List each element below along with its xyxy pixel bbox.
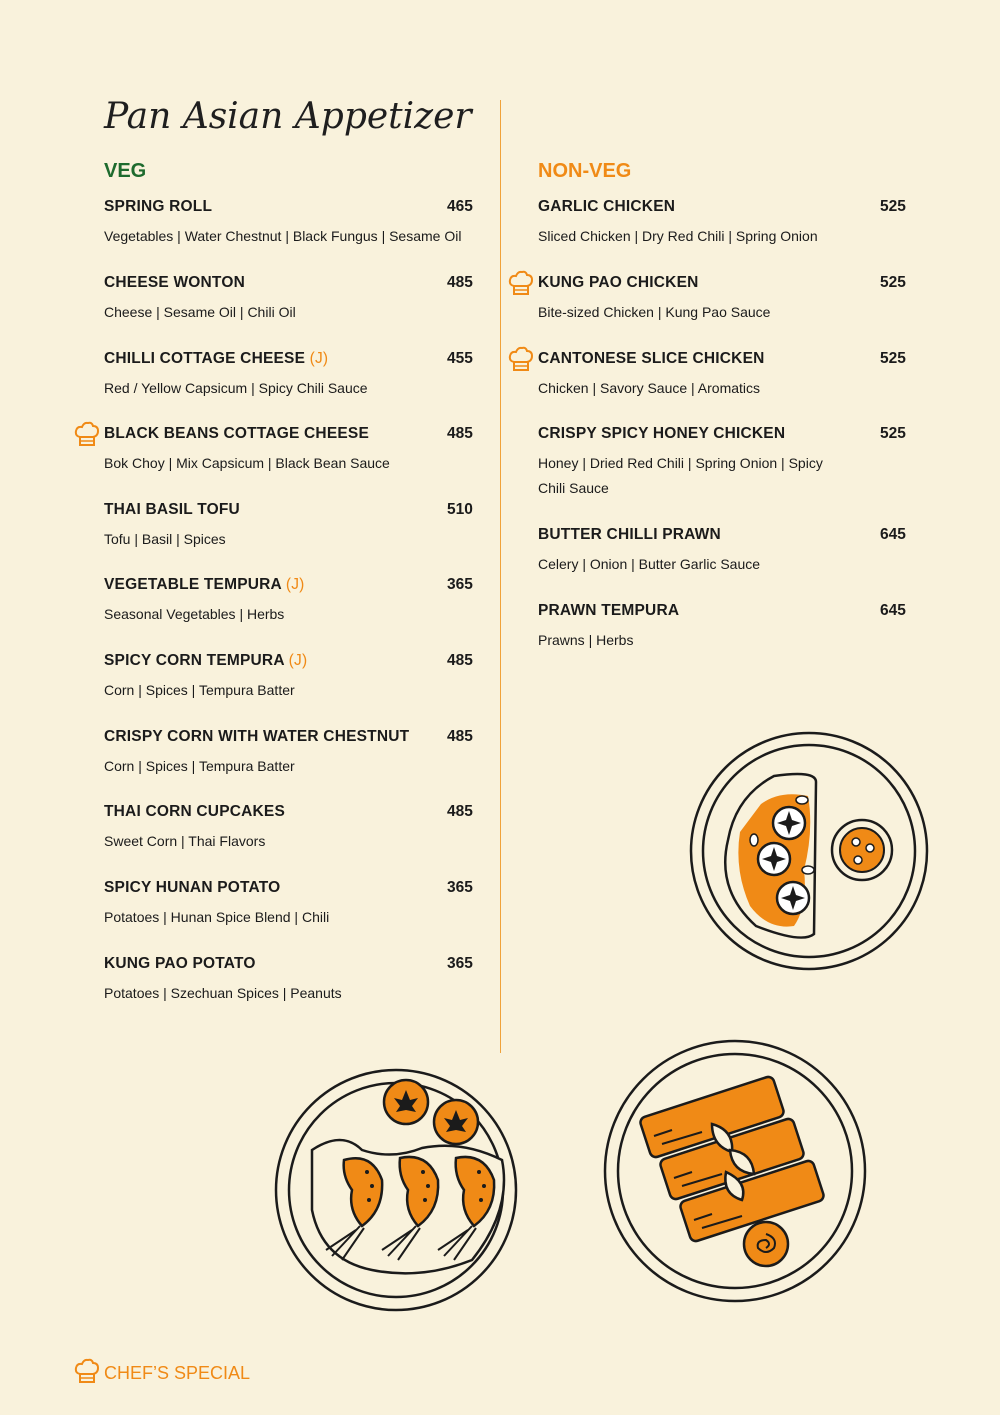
item-name-text: THAI CORN CUPCAKES bbox=[104, 803, 285, 820]
menu-title: Pan Asian Appetizer bbox=[104, 96, 472, 137]
jain-tag: (J) bbox=[288, 652, 308, 669]
item-name-text: BLACK BEANS COTTAGE CHEESE bbox=[104, 425, 369, 442]
item-price: 485 bbox=[447, 425, 473, 442]
item-price: 465 bbox=[447, 198, 473, 215]
item-name-text: BUTTER CHILLI PRAWN bbox=[538, 526, 721, 543]
item-name bbox=[104, 501, 240, 519]
item-name bbox=[538, 350, 765, 368]
item-description: Tofu | Basil | Spices bbox=[104, 531, 226, 547]
item-description: Seasonal Vegetables | Herbs bbox=[104, 606, 285, 622]
item-price: 365 bbox=[447, 955, 473, 972]
item-name bbox=[538, 425, 785, 443]
item-name-text: SPICY HUNAN POTATO bbox=[104, 879, 281, 896]
item-price: 365 bbox=[447, 576, 473, 593]
chef-hat-icon bbox=[74, 1358, 100, 1386]
item-description: Corn | Spices | Tempura Batter bbox=[104, 682, 295, 698]
item-price: 525 bbox=[880, 274, 906, 291]
item-name bbox=[104, 879, 280, 897]
item-name-text: PRAWN TEMPURA bbox=[538, 602, 680, 619]
item-name-text: VEGETABLE TEMPURA bbox=[104, 576, 286, 593]
item-name-text: SPICY CORN TEMPURA bbox=[104, 652, 289, 669]
item-name bbox=[538, 602, 679, 620]
item-description: Honey | Dried Red Chili | Spring Onion | Spicy Chili Sauce bbox=[538, 455, 823, 496]
item-name bbox=[104, 576, 305, 594]
item-description: Vegetables | Water Chestnut | Black Fungus | Sesame Oil bbox=[104, 228, 462, 244]
prawn-plate-illustration bbox=[272, 1060, 522, 1320]
item-name bbox=[104, 803, 285, 821]
dumpling-plate-illustration bbox=[676, 720, 944, 984]
item-name-text: SPRING ROLL bbox=[104, 198, 213, 215]
item-name bbox=[104, 425, 369, 443]
item-description: Chicken | Savory Sauce | Aromatics bbox=[538, 380, 761, 396]
chef-hat-icon bbox=[74, 421, 100, 449]
item-description: Potatoes | Hunan Spice Blend | Chili bbox=[104, 909, 330, 925]
item-description: Bite-sized Chicken | Kung Pao Sauce bbox=[538, 304, 771, 320]
item-name bbox=[104, 274, 245, 292]
item-price: 510 bbox=[447, 501, 473, 518]
nonveg-heading: NON-VEG bbox=[538, 160, 632, 182]
item-name bbox=[538, 274, 699, 292]
item-name-text: CRISPY CORN WITH WATER CHESTNUT bbox=[104, 728, 410, 745]
chef-hat-icon bbox=[508, 270, 534, 298]
spring-roll-plate-illustration bbox=[602, 1038, 872, 1308]
chef-hat-icon bbox=[508, 346, 534, 374]
item-name-text: CANTONESE SLICE CHICKEN bbox=[538, 350, 765, 367]
item-description: Cheese | Sesame Oil | Chili Oil bbox=[104, 304, 296, 320]
item-price: 365 bbox=[447, 879, 473, 896]
item-description: Prawns | Herbs bbox=[538, 632, 634, 648]
item-name-text: KUNG PAO POTATO bbox=[104, 955, 256, 972]
item-price: 525 bbox=[880, 425, 906, 442]
item-description: Sliced Chicken | Dry Red Chili | Spring Onion bbox=[538, 228, 818, 244]
item-name bbox=[104, 728, 409, 746]
item-price: 455 bbox=[447, 350, 473, 367]
chefs-special-label: CHEF’S SPECIAL bbox=[104, 1363, 251, 1383]
item-name bbox=[104, 198, 212, 216]
item-price: 525 bbox=[880, 350, 906, 367]
item-name-text: THAI BASIL TOFU bbox=[104, 501, 240, 518]
item-price: 645 bbox=[880, 602, 906, 619]
item-name-text: CHILLI COTTAGE CHEESE bbox=[104, 350, 310, 367]
item-name-text: KUNG PAO CHICKEN bbox=[538, 274, 699, 291]
item-price: 485 bbox=[447, 274, 473, 291]
item-name bbox=[104, 955, 256, 973]
item-name bbox=[538, 198, 675, 216]
veg-heading: VEG bbox=[104, 160, 147, 182]
item-name-text: CHEESE WONTON bbox=[104, 274, 245, 291]
item-description: Sweet Corn | Thai Flavors bbox=[104, 833, 266, 849]
item-name bbox=[104, 652, 307, 670]
item-price: 525 bbox=[880, 198, 906, 215]
item-price: 645 bbox=[880, 526, 906, 543]
item-description: Red / Yellow Capsicum | Spicy Chili Sauce bbox=[104, 380, 368, 396]
item-description: Bok Choy | Mix Capsicum | Black Bean Sauce bbox=[104, 455, 390, 471]
item-name-text: GARLIC CHICKEN bbox=[538, 198, 676, 215]
item-description: Celery | Onion | Butter Garlic Sauce bbox=[538, 556, 761, 572]
jain-tag: (J) bbox=[285, 576, 305, 593]
item-name bbox=[538, 526, 721, 544]
item-description: Corn | Spices | Tempura Batter bbox=[104, 758, 295, 774]
item-price: 485 bbox=[447, 728, 473, 745]
item-price: 485 bbox=[447, 803, 473, 820]
item-description: Potatoes | Szechuan Spices | Peanuts bbox=[104, 985, 342, 1001]
jain-tag: (J) bbox=[309, 350, 329, 367]
item-price: 485 bbox=[447, 652, 473, 669]
item-name-text: CRISPY SPICY HONEY CHICKEN bbox=[538, 425, 786, 442]
item-name bbox=[104, 350, 328, 368]
